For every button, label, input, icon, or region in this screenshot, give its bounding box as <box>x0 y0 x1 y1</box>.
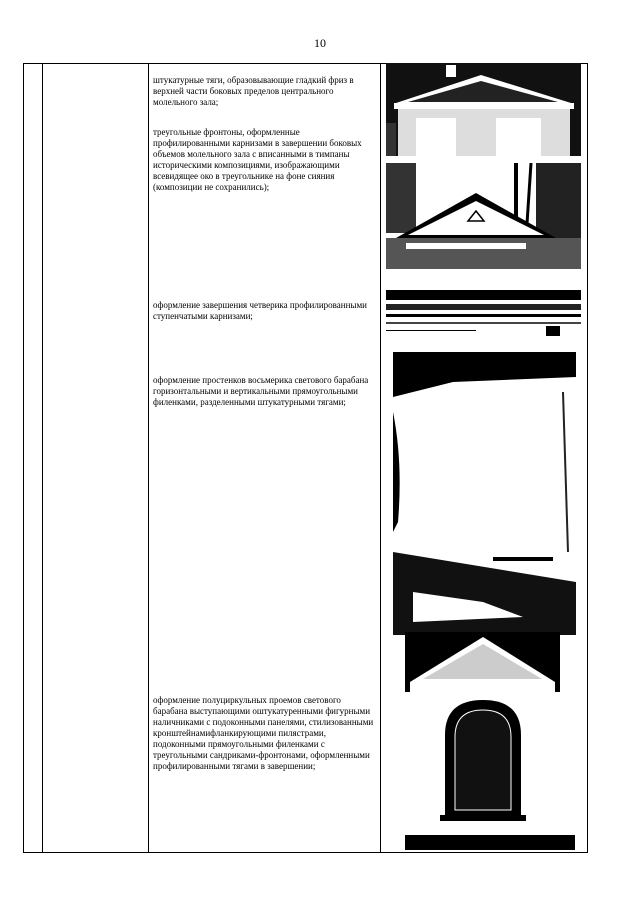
photo-frieze <box>386 63 581 156</box>
column-divider-1 <box>42 63 43 853</box>
row-text-cornices: оформление завершения четверика профилированными ступенчатыми карнизами; <box>153 300 367 321</box>
page-number: 10 <box>314 36 326 50</box>
row-text-drum-panels: оформление простенков восьмерика светового барабана горизонтальными и вертикальными прямоугольными филенками, разделенными штукатурными тягами; <box>153 375 369 407</box>
photo-cornices <box>386 290 581 340</box>
column-divider-3 <box>380 63 381 853</box>
photo-window-pediment <box>405 632 560 692</box>
photo-pediment <box>386 163 581 269</box>
photo-drum-panels <box>393 352 576 635</box>
row-text-pediments: треугольные фронтоны, оформленные профилированными карнизами в завершении боковых объемов молельного зала с вписанными в тимпаны историческими композициями, изображающими всевидящее око в треугольнике на фоне сияния (композиции не сохранились); <box>153 127 362 192</box>
row-text-drum-windows: оформление полуциркульных проемов светового барабана выступающими оштукатуренными фигурными наличниками с подоконными панелями, стилизованными кронштейнамифланкирующими пилястрами, подоконными прямоугольными филенками с треугольными сандриками-фронтонами, оформленными профилированными тягами в завершении; <box>153 695 374 771</box>
column-divider-2 <box>148 63 149 853</box>
photo-drum-window <box>405 695 575 850</box>
row-text-frieze: штукатурные тяги, образовывающие гладкий фриз в верхней части боковых пределов центрального молельного зала; <box>153 75 354 107</box>
